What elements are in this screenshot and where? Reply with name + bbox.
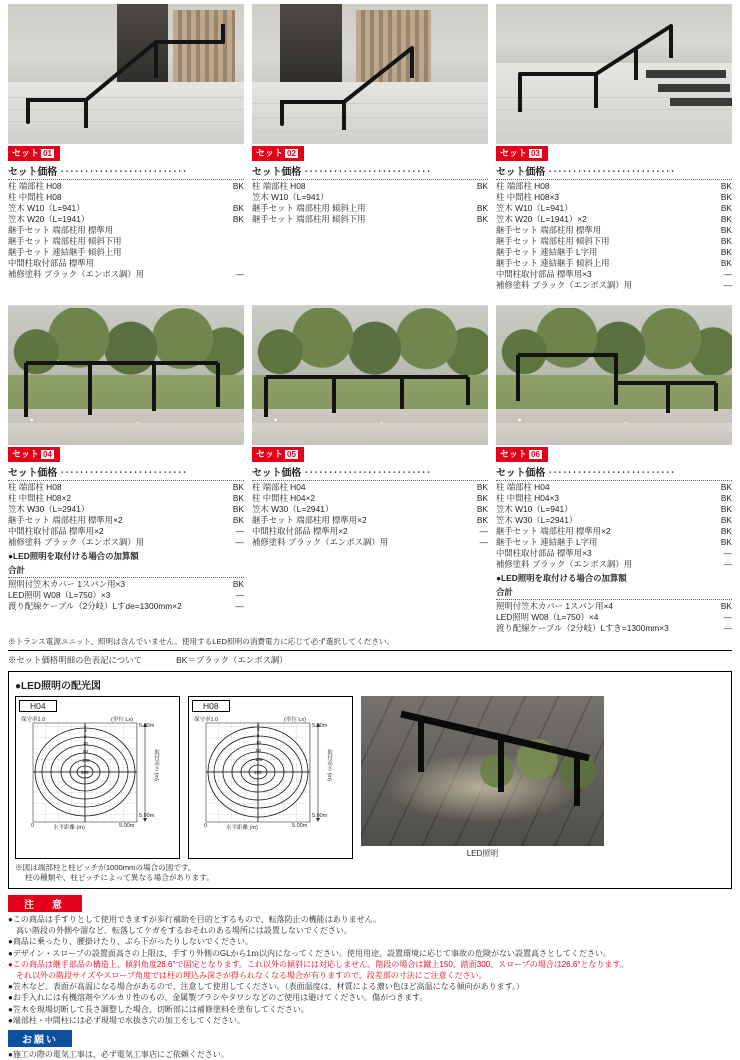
- svg-text:50: 50: [256, 748, 262, 753]
- table-row: [252, 482, 488, 493]
- spec-code: ―: [723, 623, 732, 633]
- spec-code: ―: [723, 559, 732, 569]
- table-row: [496, 548, 732, 559]
- svg-text:3: 3: [257, 727, 260, 732]
- chart-x0-h04: 0: [31, 823, 35, 829]
- spec-name: LED照明 W08（L=750）×3: [8, 590, 111, 600]
- price-heading-03: セット価格 ‥‥‥‥‥‥‥‥‥‥‥‥‥: [496, 163, 732, 180]
- spec-name: 補修塗料 ブラック（エンボス調）用: [8, 537, 145, 547]
- chart-xmax-h04: 5.00m: [119, 823, 135, 829]
- table-row: [496, 225, 732, 236]
- spec-code: ―: [235, 526, 244, 536]
- set-tag-02: [252, 146, 304, 161]
- product-cell-03: [496, 4, 732, 291]
- svg-text:1: 1: [257, 722, 260, 727]
- chart-xaxis-label-h04: 水平距離 (m): [53, 825, 85, 831]
- table-row: [8, 537, 244, 548]
- table-row: [8, 192, 244, 203]
- price-heading-05: セット価格 ‥‥‥‥‥‥‥‥‥‥‥‥‥: [252, 464, 488, 481]
- spec-name: 柱 端部柱 H08: [496, 181, 550, 191]
- spec-code: BK: [232, 515, 244, 525]
- spec-name: 継手セット 端部柱用 傾斜下用: [252, 214, 366, 224]
- table-row: [496, 504, 732, 515]
- spec-name: 中間柱取付部品 標準用×3: [496, 548, 592, 558]
- set-tag-number: 05: [287, 450, 296, 459]
- set-tag-number: 01: [43, 149, 52, 158]
- spec-name: 継手セット 連結継手 L字用: [496, 537, 598, 547]
- spec-name: 笠木 W10（L=941）: [252, 192, 329, 202]
- spec-code: [222, 192, 244, 203]
- handrail-illustration: [8, 305, 244, 445]
- chart-ytop-h08: 5.00m: [312, 723, 328, 729]
- color-note: [8, 654, 732, 666]
- product-row-2: [8, 305, 732, 634]
- price-heading-06: セット価格 ‥‥‥‥‥‥‥‥‥‥‥‥‥: [496, 464, 732, 481]
- table-row: [252, 214, 488, 225]
- table-row: [8, 181, 244, 192]
- spec-code: ―: [479, 526, 488, 536]
- spec-code: ―: [235, 269, 244, 279]
- chart-yaxis-label-h08: 取付高さ (m): [326, 749, 332, 781]
- spec-name: 継手セット 連結継手 傾斜上用: [8, 247, 122, 257]
- table-row: [252, 192, 488, 203]
- spec-name: 柱 中間柱 H08: [8, 192, 62, 202]
- table-row: [496, 247, 732, 258]
- set-tag-06: [496, 447, 548, 462]
- spec-code: BK: [720, 601, 732, 611]
- led-note-line1: ※図は端部柱と柱ピッチが1000mmの場合の図です。: [15, 863, 196, 872]
- table-row: [252, 493, 488, 504]
- notice-body: [8, 914, 732, 1026]
- svg-text:150: 150: [254, 770, 262, 775]
- set-tag-05: [252, 447, 304, 462]
- table-row: [496, 537, 732, 548]
- spec-name: 継手セット 端部柱用 傾斜下用: [8, 236, 122, 246]
- table-row: [496, 214, 732, 225]
- led-addition-heading-06: ●LED照明を取付ける場合の加算額: [496, 573, 627, 583]
- spec-code: BK: [232, 579, 244, 589]
- chart-unit-h04: (単位 Lx): [111, 717, 134, 723]
- table-row: [8, 236, 244, 247]
- spec-code: BK: [720, 214, 732, 224]
- notice-item: ●この商品は継手部品の構造上、傾斜角度26.6°で固定となります。これ以外の傾斜には対応しません。階段の場合は蹴上150、踏面300、スロープの場合は26.6°となります。: [8, 959, 628, 969]
- notice-item: 高い階段の外側や溜など、転落してケガをするおそれのある場所には設置しないでください。: [8, 926, 352, 936]
- spec-name: 中間柱取付部品 標準用×2: [8, 526, 104, 536]
- spec-code: [466, 192, 488, 203]
- product-photo-06: [496, 305, 732, 445]
- spec-name: 笠木 W20（L=1941）: [8, 214, 90, 224]
- spec-name: 柱 端部柱 H08: [8, 181, 62, 191]
- table-row: [8, 214, 244, 225]
- led-chart-h08: [188, 696, 353, 859]
- spec-code: BK: [476, 504, 488, 514]
- set-tag-label: セット: [500, 148, 528, 158]
- spec-name: 中間柱取付部品 標準用: [8, 258, 95, 268]
- set-tag-03: [496, 146, 548, 161]
- spec-code: [222, 258, 244, 269]
- svg-text:10: 10: [83, 741, 89, 746]
- spec-code: BK: [720, 515, 732, 525]
- set-tag-label: セット: [256, 148, 284, 158]
- chart-xaxis-label-h08: 水平距離 (m): [226, 825, 258, 831]
- spec-name: 継手セット 端部柱用 標準用×2: [8, 515, 123, 525]
- table-row: [8, 203, 244, 214]
- table-row: [496, 181, 732, 192]
- notice-item: ●端部柱・中間柱には必ず現場で水抜き穴の加工をしてください。: [8, 1015, 245, 1025]
- svg-text:5: 5: [257, 733, 260, 738]
- led-photo-block: [361, 696, 604, 859]
- notice-heading: 注 意: [8, 895, 82, 912]
- price-heading-01: セット価格 ‥‥‥‥‥‥‥‥‥‥‥‥‥: [8, 163, 244, 180]
- table-row: [8, 526, 244, 537]
- spec-code: BK: [232, 214, 244, 224]
- handrail-illustration: [496, 4, 732, 144]
- notice-item: ●お手入れには有機溶剤やアルカリ性のもの、金属製ブラシやタワシなどのご使用は避けてください。傷がつきます。: [8, 993, 428, 1003]
- led-addition-heading-04: ●LED照明を取付ける場合の加算額: [8, 551, 139, 561]
- led-distribution-section: [8, 671, 732, 889]
- spec-name: 笠木 W10（L=941）: [8, 203, 85, 213]
- spec-code: ―: [723, 269, 732, 279]
- spec-name: 継手セット 連結継手 L字用: [496, 247, 598, 257]
- spec-code: BK: [720, 236, 732, 246]
- product-photo-04: [8, 305, 244, 445]
- table-row: [496, 601, 732, 612]
- spec-code: [222, 247, 244, 258]
- spec-name: 補修塗料 ブラック（エンボス調）用: [8, 269, 145, 279]
- spec-name: 柱 端部柱 H08: [8, 482, 62, 492]
- spec-table-03: [496, 181, 732, 291]
- table-row: [8, 258, 244, 269]
- price-heading-04: セット価格 ‥‥‥‥‥‥‥‥‥‥‥‥‥: [8, 464, 244, 481]
- set-tag-label: セット: [12, 449, 40, 459]
- led-handrail-illustration: [361, 696, 604, 846]
- spec-table-02: [252, 181, 488, 225]
- request-heading: お願い: [8, 1030, 72, 1047]
- spec-code: [222, 236, 244, 247]
- table-row: [496, 269, 732, 280]
- chart-label-h04: H04: [19, 700, 57, 712]
- chart-unit-h08: (単位 Lx): [284, 717, 307, 723]
- product-row-1: [8, 4, 732, 291]
- price-heading-02: セット価格 ‥‥‥‥‥‥‥‥‥‥‥‥‥: [252, 163, 488, 180]
- notice-section: [8, 895, 732, 1060]
- svg-text:505: 505: [81, 770, 89, 775]
- led-spec-table-04: [8, 579, 244, 612]
- set-tag-04: [8, 447, 60, 462]
- spec-name: 中間柱取付部品 標準用×3: [496, 269, 592, 279]
- spec-code: ―: [235, 590, 244, 600]
- spec-code: BK: [720, 526, 732, 536]
- product-photo-03: [496, 4, 732, 144]
- led-photo: [361, 696, 604, 846]
- table-row: [252, 181, 488, 192]
- table-row: [496, 515, 732, 526]
- spec-name: 補修塗料 ブラック（エンボス調）用: [252, 537, 389, 547]
- spec-name: 笠木 W30（L=2941）: [252, 504, 334, 514]
- notice-item: ●笠木を現場切断して長さ調整した場合、切断部には補修塗料を塗布してください。: [8, 1004, 309, 1014]
- set-tag-label: セット: [500, 449, 528, 459]
- set-tag-number: 04: [43, 450, 52, 459]
- spec-code: ―: [479, 537, 488, 547]
- table-row: [496, 526, 732, 537]
- request-item: ●施工の際の電気工事は、必ず電気工事店にご依頼ください。: [8, 1050, 229, 1060]
- table-row: [252, 515, 488, 526]
- product-cell-05: [252, 305, 488, 634]
- product-photo-01: [8, 4, 244, 144]
- table-row: [8, 493, 244, 504]
- spec-name: 継手セット 端部柱用 標準用×2: [496, 526, 611, 536]
- spec-name: 柱 中間柱 H08×3: [496, 192, 560, 202]
- notice-item: ●商品に乗ったり、腰掛けたり、ぶら下がったりしないでください。: [8, 937, 253, 947]
- svg-text:1: 1: [84, 723, 87, 728]
- svg-text:5: 5: [84, 734, 87, 739]
- table-row: [496, 623, 732, 634]
- spec-name: 渡り配線ケーブル（2分岐）Lすき=1300mm×3: [496, 623, 669, 633]
- table-row: [8, 247, 244, 258]
- table-row: [496, 482, 732, 493]
- table-row: [496, 258, 732, 269]
- chart-ybottom-h04: 5.00m: [139, 813, 155, 819]
- chart-ytop-h04: 5.00m: [139, 723, 155, 729]
- chart-maintenance-factor-h08: 保守率1.0: [194, 717, 219, 723]
- spec-code: BK: [476, 181, 488, 191]
- spec-name: 補修塗料 ブラック（エンボス調）用: [496, 280, 633, 290]
- spec-name: 笠木 W30（L=2941）: [496, 515, 578, 525]
- notice-item: ●笠木など、表面が高温になる場合があるので、注意して使用してください。（表面温度は、材質による濃い色ほど高温になる傾向があります。）: [8, 982, 525, 992]
- table-row: [8, 515, 244, 526]
- spec-name: 照明付笠木カバー 1スパン用×3: [8, 579, 126, 589]
- table-row: [496, 612, 732, 623]
- set-tag-01: [8, 146, 60, 161]
- spec-code: BK: [720, 247, 732, 257]
- chart-ybottom-h08: 5.00m: [312, 813, 328, 819]
- handrail-illustration: [496, 305, 732, 445]
- spec-name: 中間柱取付部品 標準用×2: [252, 526, 348, 536]
- spec-code: BK: [232, 482, 244, 492]
- spec-code: BK: [720, 537, 732, 547]
- spec-code: BK: [720, 258, 732, 268]
- chart-yaxis-label-h04: 取付高さ (m): [153, 749, 159, 781]
- spec-name: 継手セット 連結継手 傾斜上用: [496, 258, 610, 268]
- chart-x0-h08: 0: [204, 823, 208, 829]
- spec-code: ―: [723, 548, 732, 558]
- set-tag-number: 03: [531, 149, 540, 158]
- handrail-illustration: [252, 4, 488, 144]
- spec-table-01: [8, 181, 244, 280]
- table-row: [496, 559, 732, 570]
- set-tag-label: セット: [12, 148, 40, 158]
- spec-name: 笠木 W10（L=941）: [496, 203, 573, 213]
- svg-text:100: 100: [255, 757, 263, 762]
- led-chart-h04: [15, 696, 180, 859]
- spec-name: 柱 端部柱 H04: [252, 482, 306, 492]
- spec-code: ―: [235, 601, 244, 611]
- led-spec-table-06: [496, 601, 732, 634]
- spec-code: ―: [723, 280, 732, 290]
- spec-code: BK: [232, 493, 244, 503]
- table-row: [8, 590, 244, 601]
- spec-name: 補修塗料 ブラック（エンボス調）用: [496, 559, 633, 569]
- chart-xmax-h08: 5.00m: [292, 823, 308, 829]
- spec-code: BK: [476, 214, 488, 224]
- spec-name: 継手セット 端部柱用 標準用×2: [252, 515, 367, 525]
- led-section-title: ●LED照明の配光図: [15, 681, 102, 692]
- spec-name: 柱 中間柱 H04×3: [496, 493, 560, 503]
- spec-code: BK: [720, 504, 732, 514]
- set-tag-number: 06: [531, 450, 540, 459]
- handrail-illustration: [252, 305, 488, 445]
- table-row: [496, 236, 732, 247]
- table-row: [496, 203, 732, 214]
- set-tag-label: セット: [256, 449, 284, 459]
- svg-text:3: 3: [84, 728, 87, 733]
- spec-code: BK: [232, 504, 244, 514]
- chart-area-h04: [19, 715, 176, 835]
- table-row: [252, 537, 488, 548]
- spec-name: LED照明 W08（L=750）×4: [496, 612, 599, 622]
- divider: [8, 650, 732, 651]
- spec-code: BK: [476, 515, 488, 525]
- table-row: [8, 601, 244, 612]
- spec-name: 渡り配線ケーブル（2分岐）Lすde=1300mm×2: [8, 601, 182, 611]
- spec-code: BK: [232, 181, 244, 191]
- notice-item: ●デザイン・スロープの設置面高さの上限は、手すり外側のGLから1ｍ以内になってください。使用用途、設置環境に応じて事故の危険がない設置高さとしてください。: [8, 948, 611, 958]
- spec-name: 笠木 W20（L=1941）×2: [496, 214, 587, 224]
- table-row: [252, 504, 488, 515]
- request-body: [8, 1049, 732, 1060]
- table-row: [496, 192, 732, 203]
- svg-text:50: 50: [83, 749, 89, 754]
- notice-item: それ以外の階段サイズやスロープ角度では柱の埋込み深さが得られなくなる場合が有りますので、段差部の寸法にご注意ください。: [8, 971, 487, 981]
- spec-code: [222, 225, 244, 236]
- chart-area-h08: [192, 715, 349, 835]
- spec-name: 継手セット 端部柱用 標準用: [496, 225, 602, 235]
- product-cell-02: [252, 4, 488, 291]
- spec-code: BK: [720, 225, 732, 235]
- spec-code: BK: [720, 181, 732, 191]
- led-total-label-04: 合計: [8, 564, 244, 578]
- table-row: [496, 493, 732, 504]
- handrail-illustration: [8, 4, 244, 144]
- spec-name: 柱 中間柱 H04×2: [252, 493, 316, 503]
- spec-code: BK: [720, 493, 732, 503]
- spec-name: 笠木 W10（L=941）: [496, 504, 573, 514]
- spec-name: 笠木 W30（L=2941）: [8, 504, 90, 514]
- spec-name: 柱 中間柱 H08×2: [8, 493, 72, 503]
- product-cell-06: [496, 305, 732, 634]
- chart-label-h08: H08: [192, 700, 230, 712]
- svg-text:100: 100: [82, 758, 90, 763]
- svg-text:10: 10: [256, 740, 262, 745]
- product-cell-01: [8, 4, 244, 291]
- spec-code: BK: [232, 203, 244, 213]
- spec-code: ―: [235, 537, 244, 547]
- table-row: [252, 203, 488, 214]
- table-row: [8, 579, 244, 590]
- spec-name: 継手セット 端部柱用 標準用: [8, 225, 114, 235]
- color-note-value: BK＝ブラック（エンボス調）: [176, 655, 288, 665]
- spec-code: BK: [720, 482, 732, 492]
- product-photo-05: [252, 305, 488, 445]
- spec-name: 継手セット 端部柱用 傾斜下用: [496, 236, 610, 246]
- table-row: [8, 225, 244, 236]
- table-row: [8, 504, 244, 515]
- table-row: [8, 269, 244, 280]
- set-tag-number: 02: [287, 149, 296, 158]
- spec-table-06: [496, 482, 732, 570]
- spec-code: BK: [720, 203, 732, 213]
- table-row: [496, 280, 732, 291]
- table-row: [252, 526, 488, 537]
- product-cell-04: [8, 305, 244, 634]
- led-total-label-06: 合計: [496, 586, 732, 600]
- spec-name: 柱 端部柱 H08: [252, 181, 306, 191]
- spec-code: BK: [476, 482, 488, 492]
- table-row: [8, 482, 244, 493]
- notice-item: ●この商品は手すりとして使用できますが歩行補助を目的とするもので、転落防止の機能はありません。: [8, 915, 382, 924]
- led-note-line2: 柱の種類や、柱ピッチによって異なる場合があります。: [25, 873, 214, 882]
- spec-table-04: [8, 482, 244, 548]
- spec-code: BK: [476, 493, 488, 503]
- spec-name: 照明付笠木カバー 1スパン用×4: [496, 601, 614, 611]
- led-photo-caption: LED照明: [466, 849, 499, 858]
- chart-maintenance-factor-h04: 保守率1.0: [21, 717, 46, 723]
- color-note-label: ※セット価格明細の色表記について: [8, 655, 142, 665]
- spec-code: BK: [720, 192, 732, 202]
- spec-code: BK: [476, 203, 488, 213]
- product-photo-02: [252, 4, 488, 144]
- spec-code: ―: [723, 612, 732, 622]
- spec-name: 柱 端部柱 H04: [496, 482, 550, 492]
- spec-table-05: [252, 482, 488, 548]
- spec-name: 継手セット 端部柱用 傾斜上用: [252, 203, 366, 213]
- transformer-footnote: ※トランス電源ユニット、照明は含んでいません。使用するLED照明の消費電力に応じて必ず選択してください。: [8, 637, 395, 646]
